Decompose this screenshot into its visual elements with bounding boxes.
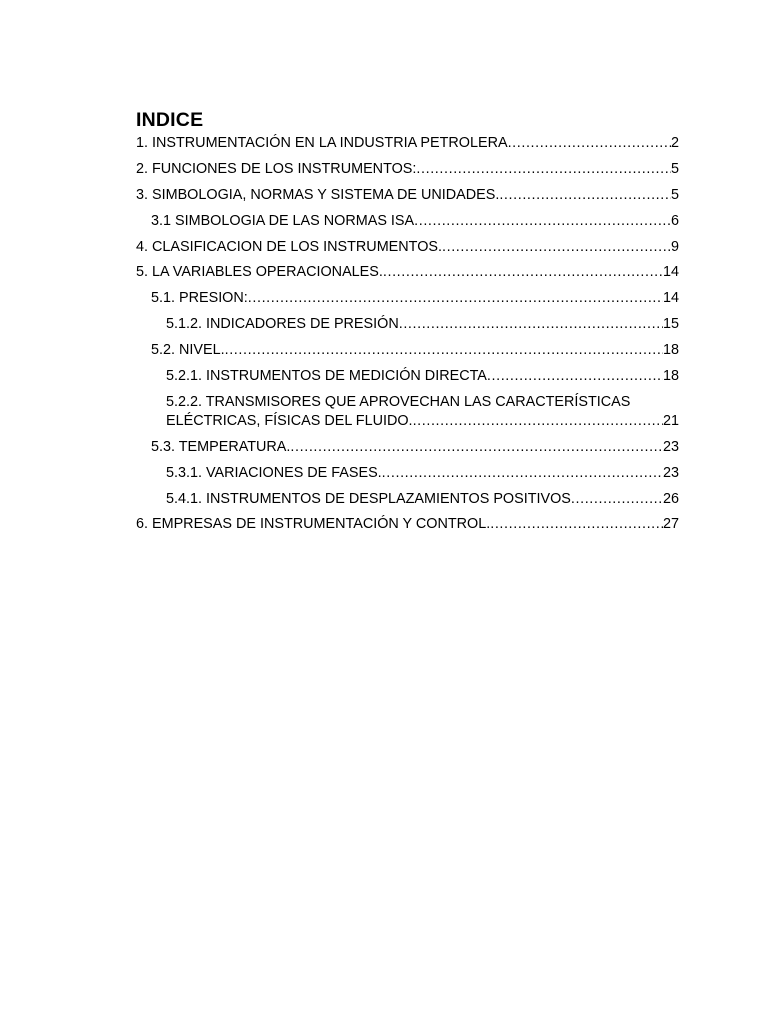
toc-page-number: 15	[662, 316, 679, 333]
toc-entry-text: 6. EMPRESAS DE INSTRUMENTACIÓN Y CONTROL.	[136, 516, 491, 533]
toc-entry-row	[166, 367, 679, 386]
toc-entry	[136, 315, 679, 334]
toc-entry	[136, 212, 679, 231]
toc-page-number: 26	[662, 490, 679, 507]
toc-dot-leader	[414, 212, 671, 231]
toc-page-number: 14	[662, 264, 679, 281]
toc-entry-text: 5.1. PRESION:	[151, 290, 248, 307]
toc-page-number: 14	[662, 290, 679, 307]
toc-page-number: 27	[662, 516, 679, 533]
toc-page-number: 18	[662, 368, 679, 385]
toc-entry-row	[151, 341, 679, 360]
toc-dot-leader	[248, 289, 663, 308]
toc-dot-leader	[290, 438, 663, 457]
toc-entry-row	[166, 490, 679, 509]
document-page	[136, 108, 679, 541]
toc-entry	[136, 367, 679, 386]
toc-entry-row	[166, 412, 679, 431]
toc-entry	[136, 134, 679, 153]
toc-page-number: 23	[662, 464, 679, 481]
toc-entry-row	[136, 263, 679, 282]
toc-dot-leader	[508, 134, 671, 153]
toc-entry-row	[136, 186, 679, 205]
toc-entry-text: 5. LA VARIABLES OPERACIONALES.	[136, 264, 383, 281]
toc-entry-text: 3. SIMBOLOGIA, NORMAS Y SISTEMA DE UNIDADES.	[136, 186, 500, 203]
toc-entry	[136, 341, 679, 360]
toc-entry-text: 5.3.1. VARIACIONES DE FASES.	[166, 464, 382, 481]
toc-dot-leader	[571, 490, 663, 509]
toc-entry	[136, 160, 679, 179]
toc-entry-row	[151, 438, 679, 457]
toc-entry	[136, 490, 679, 509]
toc-dot-leader	[399, 315, 663, 334]
toc-entry-row	[136, 515, 679, 534]
toc-entry-row	[136, 238, 679, 257]
toc-entry	[136, 515, 679, 534]
toc-entry-text: 5.2.1. INSTRUMENTOS DE MEDICIÓN DIRECTA	[166, 368, 487, 385]
toc-dot-leader	[499, 186, 671, 205]
toc-page-number: 9	[670, 238, 679, 255]
toc-dot-leader	[490, 515, 663, 534]
toc-page-number: 2	[670, 135, 679, 151]
toc-entry-row	[136, 134, 679, 153]
toc-dot-leader	[413, 412, 663, 431]
toc-entry	[136, 438, 679, 457]
toc-entry-row	[151, 212, 679, 231]
toc-entry-text-line2: ELÉCTRICAS, FÍSICAS DEL FLUIDO.	[166, 412, 413, 429]
toc-page-number: 6	[670, 212, 679, 229]
toc-entry-text: 3.1 SIMBOLOGIA DE LAS NORMAS ISA	[151, 212, 415, 229]
toc-entry	[136, 263, 679, 282]
toc-entry-text: 5.3. TEMPERATURA.	[151, 438, 291, 455]
toc-entry-text: 5.2. NIVEL.	[151, 342, 225, 359]
toc-entry-text: 2. FUNCIONES DE LOS INSTRUMENTOS:	[136, 160, 417, 177]
toc-dot-leader	[225, 341, 663, 360]
table-of-contents	[136, 134, 679, 534]
toc-dot-leader	[382, 464, 663, 483]
toc-entry-row	[166, 315, 679, 334]
toc-entry-text-line1: 5.2.2. TRANSMISORES QUE APROVECHAN LAS CARACTERÍSTICAS	[166, 393, 631, 410]
toc-entry-row	[136, 160, 679, 179]
toc-page-number: 18	[662, 342, 679, 359]
toc-entry-row	[151, 289, 679, 308]
toc-entry-text: 5.4.1. INSTRUMENTOS DE DESPLAZAMIENTOS POSITIVOS	[166, 490, 571, 507]
toc-dot-leader	[416, 160, 671, 179]
toc-dot-leader	[487, 367, 663, 386]
toc-entry-text: 4. CLASIFICACION DE LOS INSTRUMENTOS.	[136, 238, 442, 255]
toc-entry-text: 1. INSTRUMENTACIÓN EN LA INDUSTRIA PETROLERA	[136, 135, 508, 151]
toc-entry	[136, 464, 679, 483]
toc-page-number: 5	[670, 186, 679, 203]
toc-entry-text: 5.1.2. INDICADORES DE PRESIÓN	[166, 316, 399, 333]
toc-entry	[136, 186, 679, 205]
toc-dot-leader	[442, 238, 671, 257]
toc-dot-leader	[383, 263, 663, 282]
toc-entry-row	[166, 464, 679, 483]
toc-page-number: 5	[670, 160, 679, 177]
toc-page-number: 21	[662, 412, 679, 429]
toc-page-number: 23	[662, 438, 679, 455]
toc-entry	[136, 393, 679, 431]
toc-entry	[136, 238, 679, 257]
index-title: INDICE	[136, 109, 204, 131]
toc-entry	[136, 289, 679, 308]
